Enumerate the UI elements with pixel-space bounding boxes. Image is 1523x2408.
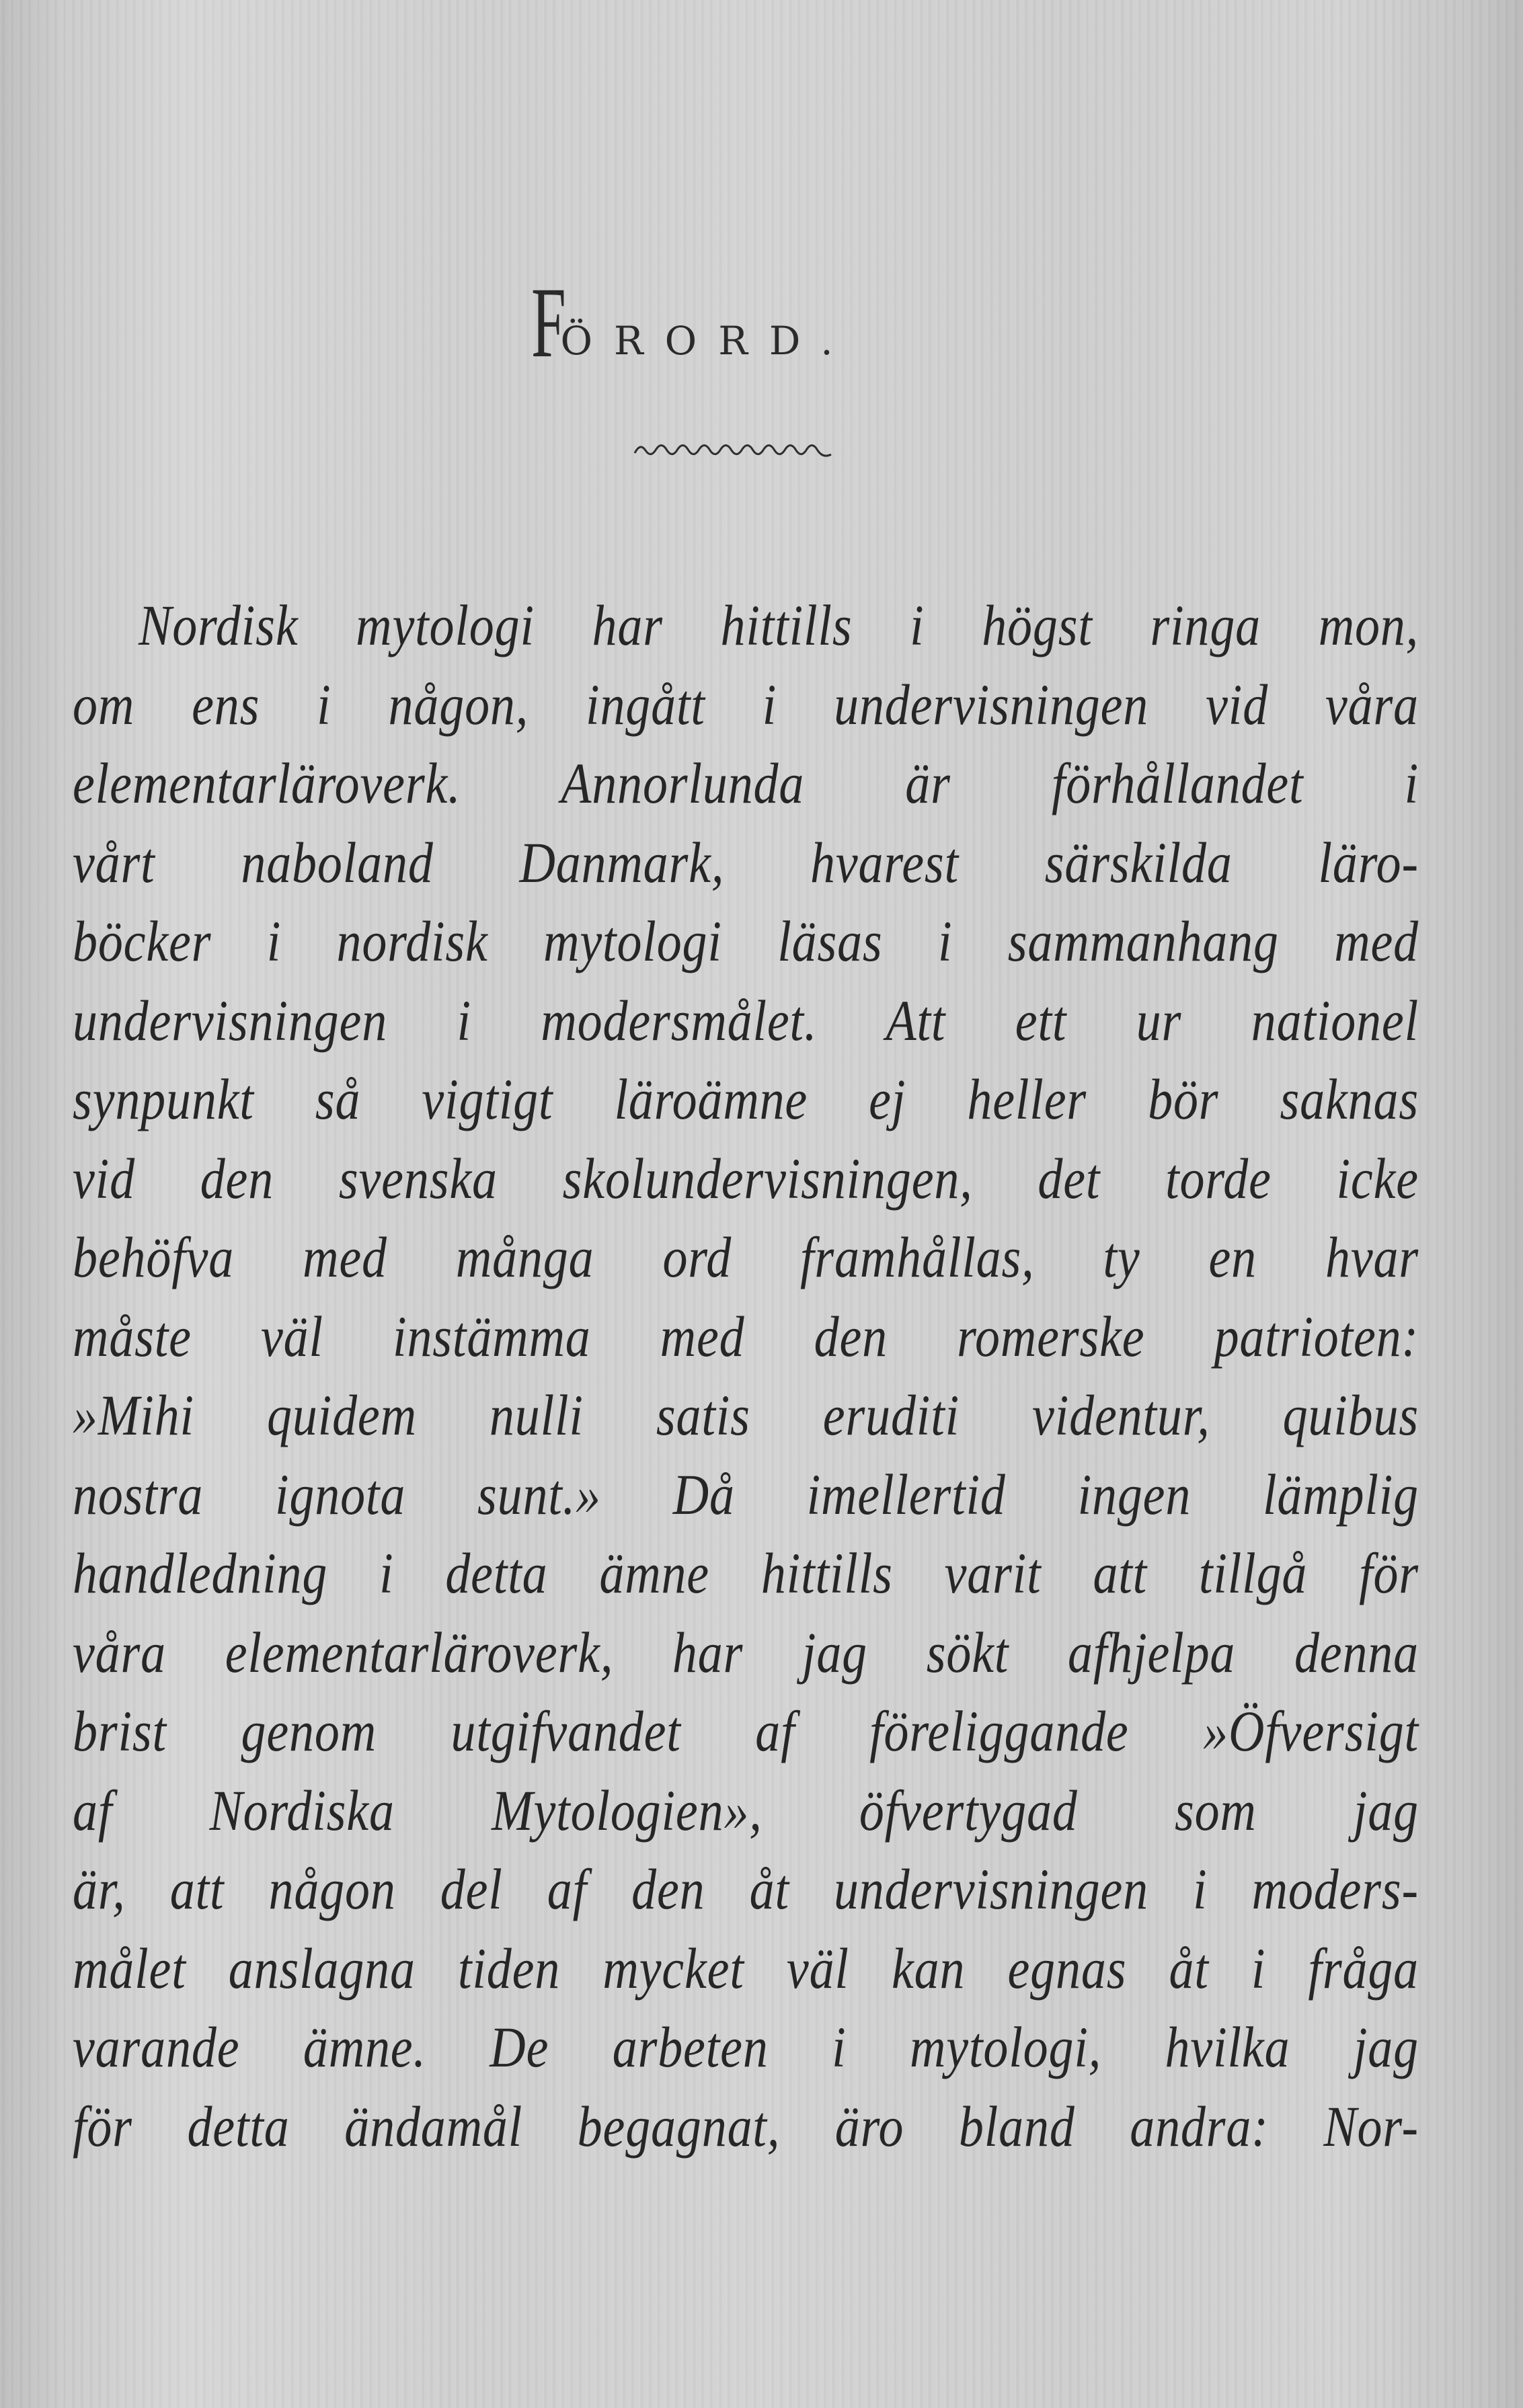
page-title [531, 266, 855, 380]
text-line: våra elementarläroverk, har jag sökt afhjelpa denna [73, 1619, 1419, 1685]
text-line: för detta ändamål begagnat, äro bland andra: Nor- [73, 2093, 1419, 2159]
title-text: ÖRORD. [560, 318, 855, 364]
text-line: måste väl instämma med den romerske patrioten: [73, 1303, 1419, 1369]
text-line: brist genom utgifvandet af föreliggande »Öfversigt [73, 1699, 1419, 1763]
text-line: Nordisk mytologi har hittills i högst ringa mon, [139, 593, 1419, 657]
text-line: undervisningen i modersmålet. Att ett ur nationel [73, 988, 1419, 1053]
text-line: varande ämne. De arbeten i mytologi, hvilka jag [73, 2015, 1419, 2079]
text-line: behöfva med många ord framhållas, ty en hvar [73, 1225, 1419, 1289]
text-line: vårt naboland Danmark, hvarest särskilda läro- [73, 830, 1419, 895]
preface-body [73, 586, 1419, 2166]
text-line: handledning i detta ämne hittills varit att tillgå för [73, 1541, 1419, 1605]
text-line: elementarläroverk. Annorlunda är förhållandet i [73, 751, 1419, 815]
text-line: målet anslagna tiden mycket väl kan egnas åt i fråga [73, 1935, 1419, 2001]
text-line: nostra ignota sunt.» Då imellertid ingen lämplig [73, 1461, 1419, 1527]
text-line: vid den svenska skolundervisningen, det torde icke [73, 1146, 1419, 1211]
text-line: om ens i någon, ingått i undervisningen vid våra [73, 672, 1419, 737]
title-decorative-initial: F [531, 267, 566, 378]
text-line: är, att någon del af den åt undervisningen i moders- [73, 1857, 1419, 1921]
wavy-line-ornament-icon [632, 438, 834, 458]
text-line: af Nordiska Mytologien», öfvertygad som jag [73, 1777, 1419, 1843]
text-line: synpunkt så vigtigt läroämne ej heller bör saknas [73, 1067, 1419, 1131]
text-line: »Mihi quidem nulli satis eruditi videntur, quibus [73, 1383, 1419, 1447]
text-line: böcker i nordisk mytologi läsas i sammanhang med [73, 909, 1419, 973]
